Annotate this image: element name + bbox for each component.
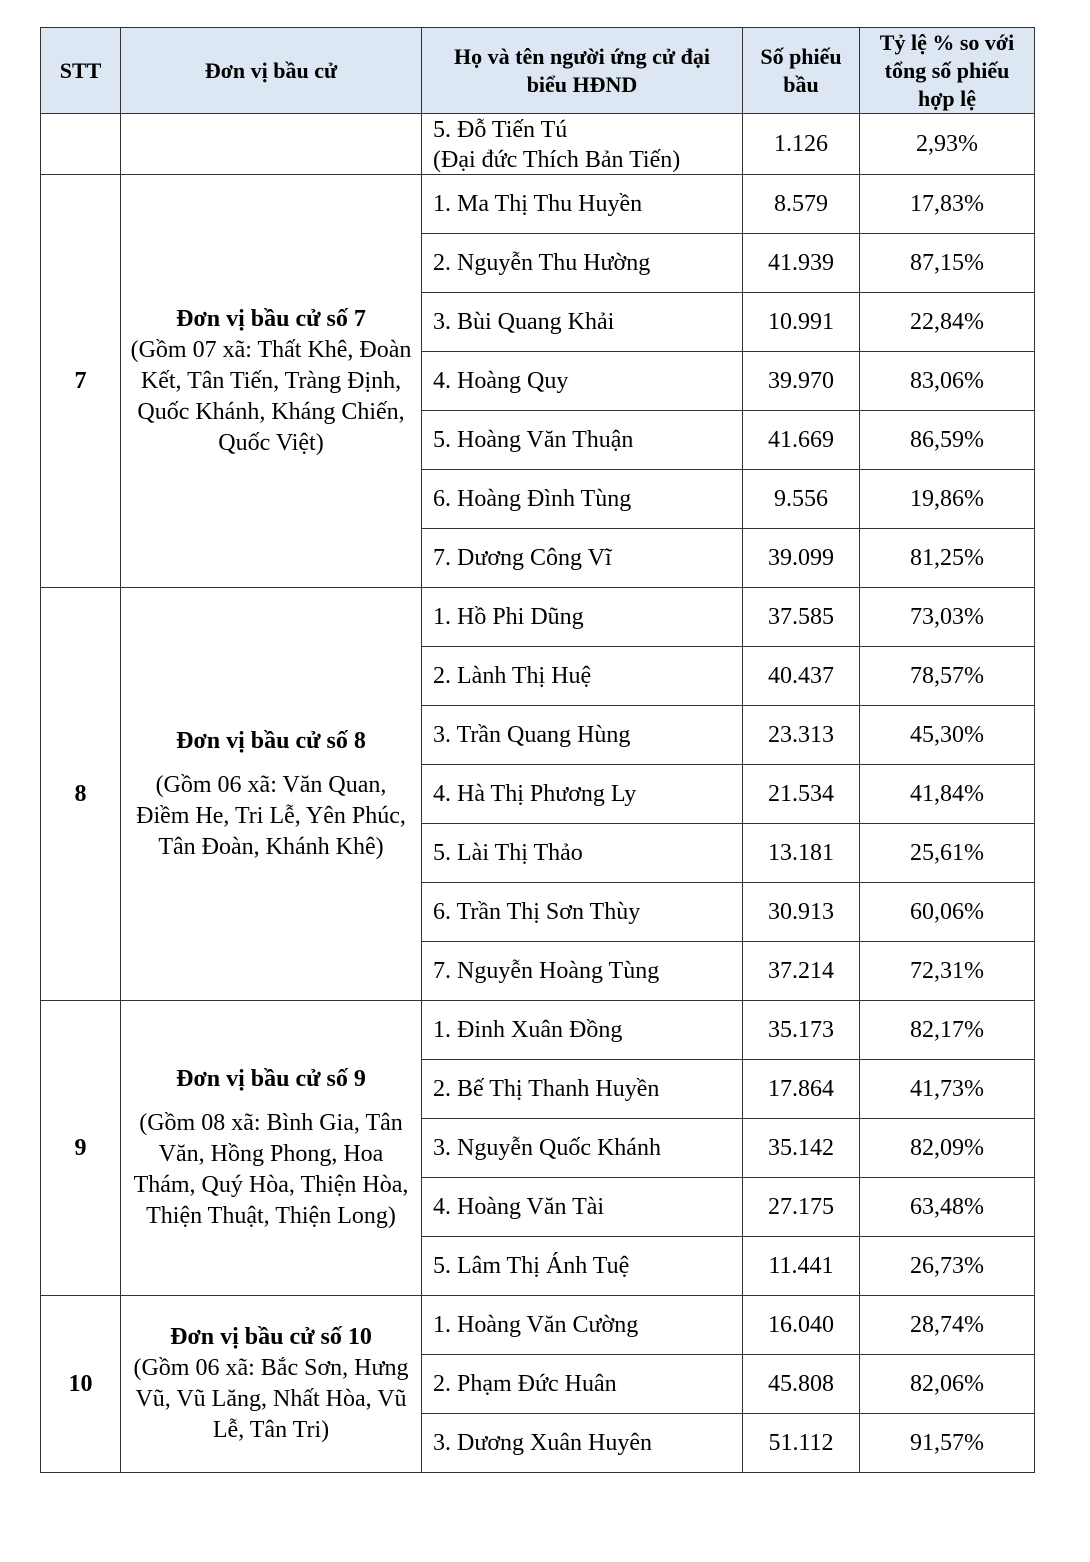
candidate-cell (422, 1178, 743, 1237)
candidate-cell (422, 352, 743, 411)
vote-count: 17.864 (743, 1060, 860, 1119)
unit-description: (Gồm 08 xã: Bình Gia, Tân Văn, Hồng Phong, Hoa Thám, Quý Hòa, Thiện Hòa, Thiện Thuật, Thiện Long) (133, 1110, 409, 1229)
unit-cell (121, 1001, 422, 1296)
vote-percent: 2,93% (860, 114, 1035, 175)
candidate-name: 7. Nguyễn Hoàng Tùng (433, 957, 660, 984)
vote-count: 23.313 (743, 706, 860, 765)
header-row (41, 28, 1035, 114)
vote-count: 8.579 (743, 175, 860, 234)
unit-stt: 7 (41, 175, 121, 588)
vote-percent: 45,30% (860, 706, 1035, 765)
vote-count: 11.441 (743, 1237, 860, 1296)
vote-count: 27.175 (743, 1178, 860, 1237)
candidate-cell (422, 883, 743, 942)
vote-count: 16.040 (743, 1296, 860, 1355)
candidate-cell (422, 588, 743, 647)
candidate-name: 3. Trần Quang Hùng (433, 721, 631, 748)
unit-title: Đơn vị bầu cử số 8 (176, 727, 366, 754)
candidate-name: 3. Nguyễn Quốc Khánh (433, 1134, 661, 1161)
candidate-cell (422, 942, 743, 1001)
vote-count: 10.991 (743, 293, 860, 352)
candidate-cell (422, 1060, 743, 1119)
candidate-name: 2. Phạm Đức Huân (433, 1370, 617, 1397)
unit-cell (121, 114, 422, 175)
unit-title: Đơn vị bầu cử số 7 (176, 305, 366, 332)
vote-percent: 87,15% (860, 234, 1035, 293)
vote-percent: 25,61% (860, 824, 1035, 883)
vote-count: 39.970 (743, 352, 860, 411)
candidate-name: 2. Nguyễn Thu Hường (433, 249, 651, 276)
candidate-cell (422, 175, 743, 234)
candidate-cell (422, 1237, 743, 1296)
table-row (41, 1296, 1035, 1355)
unit-description: (Gồm 06 xã: Văn Quan, Điềm He, Tri Lễ, Yên Phúc, Tân Đoàn, Khánh Khê) (136, 771, 406, 860)
vote-percent: 83,06% (860, 352, 1035, 411)
candidate-cell (422, 1355, 743, 1414)
vote-count: 1.126 (743, 114, 860, 175)
candidate-cell (422, 824, 743, 883)
vote-percent: 72,31% (860, 942, 1035, 1001)
election-results-table (40, 27, 1035, 1473)
vote-count: 40.437 (743, 647, 860, 706)
vote-percent: 60,06% (860, 883, 1035, 942)
vote-count: 37.585 (743, 588, 860, 647)
candidate-name: 4. Hoàng Văn Tài (433, 1193, 605, 1220)
candidate-name: 5. Hoàng Văn Thuận (433, 426, 634, 453)
candidate-name: 5. Lài Thị Thảo (433, 839, 583, 866)
vote-percent: 28,74% (860, 1296, 1035, 1355)
header-votes: Số phiếu bầu (743, 28, 860, 114)
unit-description: (Gồm 06 xã: Bắc Sơn, Hưng Vũ, Vũ Lăng, Nhất Hòa, Vũ Lễ, Tân Tri) (133, 1355, 409, 1443)
vote-percent: 63,48% (860, 1178, 1035, 1237)
unit-description: (Gồm 07 xã: Thất Khê, Đoàn Kết, Tân Tiến, Tràng Định, Quốc Khánh, Kháng Chiến, Quốc Việt) (130, 336, 412, 456)
candidate-cell (422, 1001, 743, 1060)
vote-count: 39.099 (743, 529, 860, 588)
candidate-name: 5. Đỗ Tiến Tú (433, 116, 568, 143)
unit-stt: 10 (41, 1296, 121, 1473)
candidate-name: 4. Hà Thị Phương Ly (433, 780, 637, 807)
candidate-cell (422, 470, 743, 529)
vote-count: 13.181 (743, 824, 860, 883)
vote-count: 21.534 (743, 765, 860, 824)
candidate-cell (422, 411, 743, 470)
candidate-name: 1. Đinh Xuân Đồng (433, 1016, 623, 1043)
unit-title: Đơn vị bầu cử số 10 (170, 1324, 372, 1350)
unit-spacer (127, 1095, 415, 1108)
candidate-name: 5. Lâm Thị Ánh Tuệ (433, 1252, 630, 1279)
table-row (41, 588, 1035, 647)
candidate-cell (422, 234, 743, 293)
candidate-cell (422, 293, 743, 352)
candidate-cell (422, 765, 743, 824)
candidate-name: 1. Hoàng Văn Cường (433, 1311, 639, 1338)
vote-count: 9.556 (743, 470, 860, 529)
table-row (41, 175, 1035, 234)
candidate-name: 2. Lành Thị Huệ (433, 662, 592, 689)
unit-cell (121, 1296, 422, 1473)
candidate-name: 3. Dương Xuân Huyên (433, 1429, 652, 1456)
vote-percent: 41,84% (860, 765, 1035, 824)
vote-percent: 73,03% (860, 588, 1035, 647)
candidate-cell (422, 1296, 743, 1355)
vote-count: 30.913 (743, 883, 860, 942)
vote-percent: 81,25% (860, 529, 1035, 588)
vote-percent: 82,06% (860, 1355, 1035, 1414)
vote-percent: 41,73% (860, 1060, 1035, 1119)
table-body (41, 114, 1035, 1473)
candidate-name: 3. Bùi Quang Khải (433, 308, 615, 335)
unit-cell (121, 588, 422, 1001)
header-stt: STT (41, 28, 121, 114)
candidate-cell (422, 647, 743, 706)
vote-percent: 82,09% (860, 1119, 1035, 1178)
vote-count: 35.142 (743, 1119, 860, 1178)
vote-count: 45.808 (743, 1355, 860, 1414)
unit-stt: 8 (41, 588, 121, 1001)
vote-percent: 82,17% (860, 1001, 1035, 1060)
unit-title: Đơn vị bầu cử số 9 (176, 1066, 366, 1092)
unit-spacer (127, 757, 415, 770)
unit-cell (121, 175, 422, 588)
vote-percent: 91,57% (860, 1414, 1035, 1473)
candidate-cell (422, 1414, 743, 1473)
vote-count: 41.669 (743, 411, 860, 470)
candidate-cell (422, 1119, 743, 1178)
vote-percent: 26,73% (860, 1237, 1035, 1296)
vote-percent: 78,57% (860, 647, 1035, 706)
header-candidate: Họ và tên người ứng cử đại biểu HĐND (422, 28, 743, 114)
vote-count: 51.112 (743, 1414, 860, 1473)
candidate-cell (422, 529, 743, 588)
vote-count: 41.939 (743, 234, 860, 293)
candidate-cell (422, 706, 743, 765)
vote-percent: 17,83% (860, 175, 1035, 234)
candidate-name: 6. Hoàng Đình Tùng (433, 485, 632, 512)
vote-percent: 19,86% (860, 470, 1035, 529)
table-row (41, 114, 1035, 175)
unit-stt: 9 (41, 1001, 121, 1296)
candidate-name: 1. Hồ Phi Dũng (433, 603, 584, 630)
candidate-cell (422, 114, 743, 175)
candidate-name: 6. Trần Thị Sơn Thùy (433, 898, 641, 925)
unit-stt (41, 114, 121, 175)
vote-percent: 22,84% (860, 293, 1035, 352)
header-unit: Đơn vị bầu cử (121, 28, 422, 114)
vote-count: 35.173 (743, 1001, 860, 1060)
candidate-name: 7. Dương Công Vĩ (433, 544, 612, 571)
candidate-name: 2. Bế Thị Thanh Huyền (433, 1075, 660, 1102)
candidate-name: 4. Hoàng Quy (433, 367, 569, 394)
table-row (41, 1001, 1035, 1060)
candidate-note: (Đại đức Thích Bản Tiến) (433, 146, 681, 173)
vote-percent: 86,59% (860, 411, 1035, 470)
header-percent: Tỷ lệ % so với tổng số phiếu hợp lệ (860, 28, 1035, 114)
vote-count: 37.214 (743, 942, 860, 1001)
candidate-name: 1. Ma Thị Thu Huyền (433, 190, 643, 217)
